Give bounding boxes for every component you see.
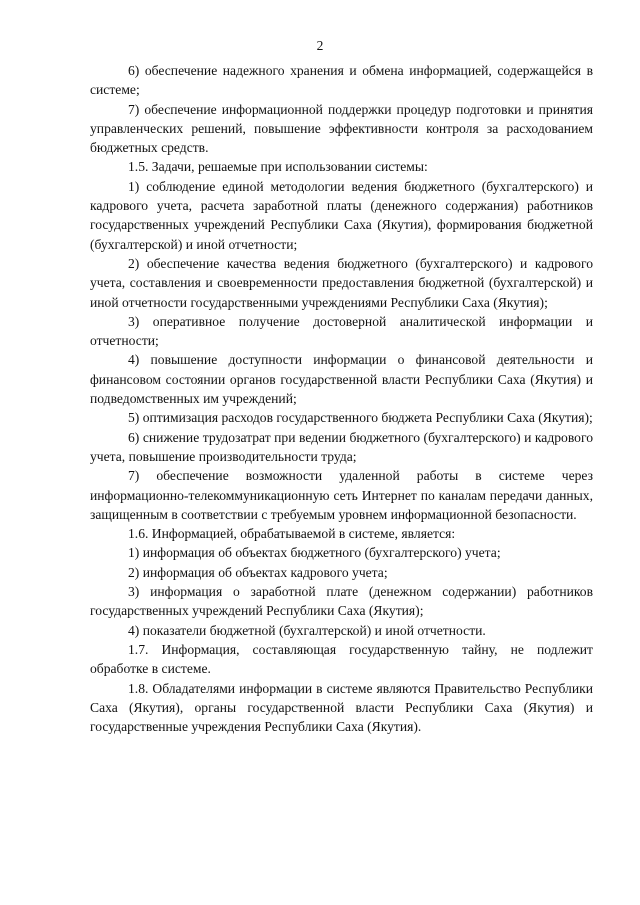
section-1-5-heading: 1.5. Задачи, решаемые при использовании системы: <box>128 159 428 175</box>
task-5-optimization: 5) оптимизация расходов государственного бюджета Республики Саха (Якутия); <box>128 410 593 426</box>
task-7-remote-work: 7) обеспечение возможности удаленной работы в системе через информационно-телекоммуникационную сеть Интернет по каналам передачи данных, защищенным в соответствии с требуемым уровнем информационной безопасности. <box>90 468 593 522</box>
page-number: 2 <box>316 38 324 53</box>
section-1-8: 1.8. Обладателями информации в системе являются Правительство Республики Саха (Якутия), органы государственной власти Республики Саха (Якутия) и государственные учреждения Республики Саха (Якутия). <box>90 680 593 735</box>
task-3-analytics: 3) оперативное получение достоверной аналитической информации и отчетности; <box>90 313 593 349</box>
task-2-quality: 2) обеспечение качества ведения бюджетного (бухгалтерского) и кадрового учета, составления и своевременности предоставления бюджетной (бухгалтерской) и иной отчетности государственными учреждениями Республики Саха (Якутия); <box>90 255 593 310</box>
task-4-accessibility: 4) повышение доступности информации о финансовой деятельности и финансовом состоянии органов государственной власти Республики Саха (Якутия) и подведомственных им учреждений; <box>90 352 593 407</box>
task-1-methodology: 1) соблюдение единой методологии ведения бюджетного (бухгалтерского) и кадрового учета, расчета заработной платы (денежного содержания) работников государственных учреждений Республики Саха (Якутия), формирования бюджетной (бухгалтерской) и иной отчетности; <box>90 178 593 252</box>
info-4-reporting: 4) показатели бюджетной (бухгалтерской) и иной отчетности. <box>128 622 486 638</box>
section-1-7: 1.7. Информация, составляющая государственную тайну, не подлежит обработке в системе. <box>90 641 593 677</box>
paragraph-item-7-decision-support: 7) обеспечение информационной поддержки процедур подготовки и принятия управленческих решений, повышение эффективности контроля за расходованием бюджетных средств. <box>90 101 593 156</box>
info-2-personnel: 2) информация об объектах кадрового учета; <box>128 564 388 580</box>
info-1-budget-accounting: 1) информация об объектах бюджетного (бухгалтерского) учета; <box>128 545 501 561</box>
section-1-6-heading: 1.6. Информацией, обрабатываемой в системе, является: <box>128 526 456 542</box>
task-6-labor-costs: 6) снижение трудозатрат при ведении бюджетного (бухгалтерского) и кадрового учета, повышение производительности труда; <box>90 429 593 464</box>
document-body <box>90 61 593 736</box>
info-3-salary: 3) информация о заработной плате (денежном содержании) работников государственных учреждений Республики Саха (Якутия); <box>90 584 593 619</box>
paragraph-item-6-storage: 6) обеспечение надежного хранения и обмена информацией, содержащейся в системе; <box>90 63 593 98</box>
